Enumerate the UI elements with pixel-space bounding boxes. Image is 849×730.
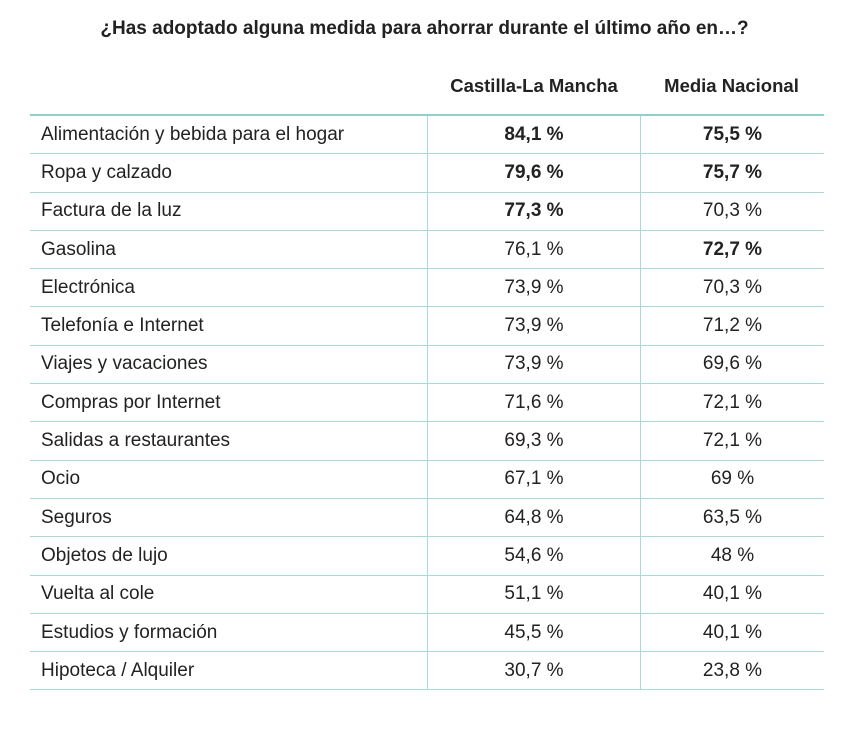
table-row [30,422,824,460]
data-table [30,114,824,690]
table-row [30,193,824,231]
table-row [30,614,824,652]
row-label: Objetos de lujo [41,544,168,566]
row-label: Seguros [41,506,112,528]
value-media-nacional: 48 % [640,537,824,574]
value-castilla-la-mancha: 45,5 % [427,614,640,651]
table-row [30,116,824,154]
table-row [30,154,824,192]
row-label: Factura de la luz [41,200,182,222]
row-label: Compras por Internet [41,391,221,413]
value-media-nacional: 40,1 % [640,614,824,651]
value-castilla-la-mancha: 64,8 % [427,499,640,536]
row-label: Vuelta al cole [41,583,155,605]
row-label: Telefonía e Internet [41,315,204,337]
column-header-media-nacional: Media Nacional [664,75,799,96]
value-castilla-la-mancha: 79,6 % [427,154,640,191]
value-castilla-la-mancha: 77,3 % [427,193,640,230]
value-castilla-la-mancha: 30,7 % [427,652,640,689]
table-row [30,461,824,499]
value-media-nacional: 63,5 % [640,499,824,536]
value-castilla-la-mancha: 69,3 % [427,422,640,459]
value-castilla-la-mancha: 71,6 % [427,384,640,421]
chart-title: ¿Has adoptado alguna medida para ahorrar durante el último año en…? [100,18,749,39]
table-row [30,269,824,307]
table-row [30,307,824,345]
table-row [30,231,824,269]
value-media-nacional: 75,5 % [640,116,824,153]
table-row [30,346,824,384]
value-media-nacional: 70,3 % [640,269,824,306]
table-row [30,499,824,537]
row-label: Ocio [41,468,81,490]
value-castilla-la-mancha: 54,6 % [427,537,640,574]
value-media-nacional: 69 % [640,461,824,498]
value-media-nacional: 69,6 % [640,346,824,383]
row-label: Electrónica [41,276,135,298]
value-castilla-la-mancha: 51,1 % [427,576,640,613]
value-media-nacional: 40,1 % [640,576,824,613]
table-row [30,384,824,422]
table-row [30,652,824,690]
value-castilla-la-mancha: 73,9 % [427,346,640,383]
value-media-nacional: 72,7 % [640,231,824,268]
value-media-nacional: 72,1 % [640,422,824,459]
value-castilla-la-mancha: 73,9 % [427,307,640,344]
row-label: Alimentación y bebida para el hogar [41,123,345,145]
column-header-castilla-la-mancha: Castilla-La Mancha [450,75,618,96]
row-label: Gasolina [41,238,116,260]
row-label: Salidas a restaurantes [41,430,231,452]
value-media-nacional: 23,8 % [640,652,824,689]
value-media-nacional: 72,1 % [640,384,824,421]
value-media-nacional: 71,2 % [640,307,824,344]
value-media-nacional: 70,3 % [640,193,824,230]
value-media-nacional: 75,7 % [640,154,824,191]
table-row [30,537,824,575]
value-castilla-la-mancha: 84,1 % [427,116,640,153]
value-castilla-la-mancha: 76,1 % [427,231,640,268]
value-castilla-la-mancha: 73,9 % [427,269,640,306]
value-castilla-la-mancha: 67,1 % [427,461,640,498]
row-label: Hipoteca / Alquiler [41,659,195,681]
row-label: Ropa y calzado [41,161,172,183]
row-label: Estudios y formación [41,621,218,643]
row-label: Viajes y vacaciones [41,353,208,375]
table-row [30,576,824,614]
